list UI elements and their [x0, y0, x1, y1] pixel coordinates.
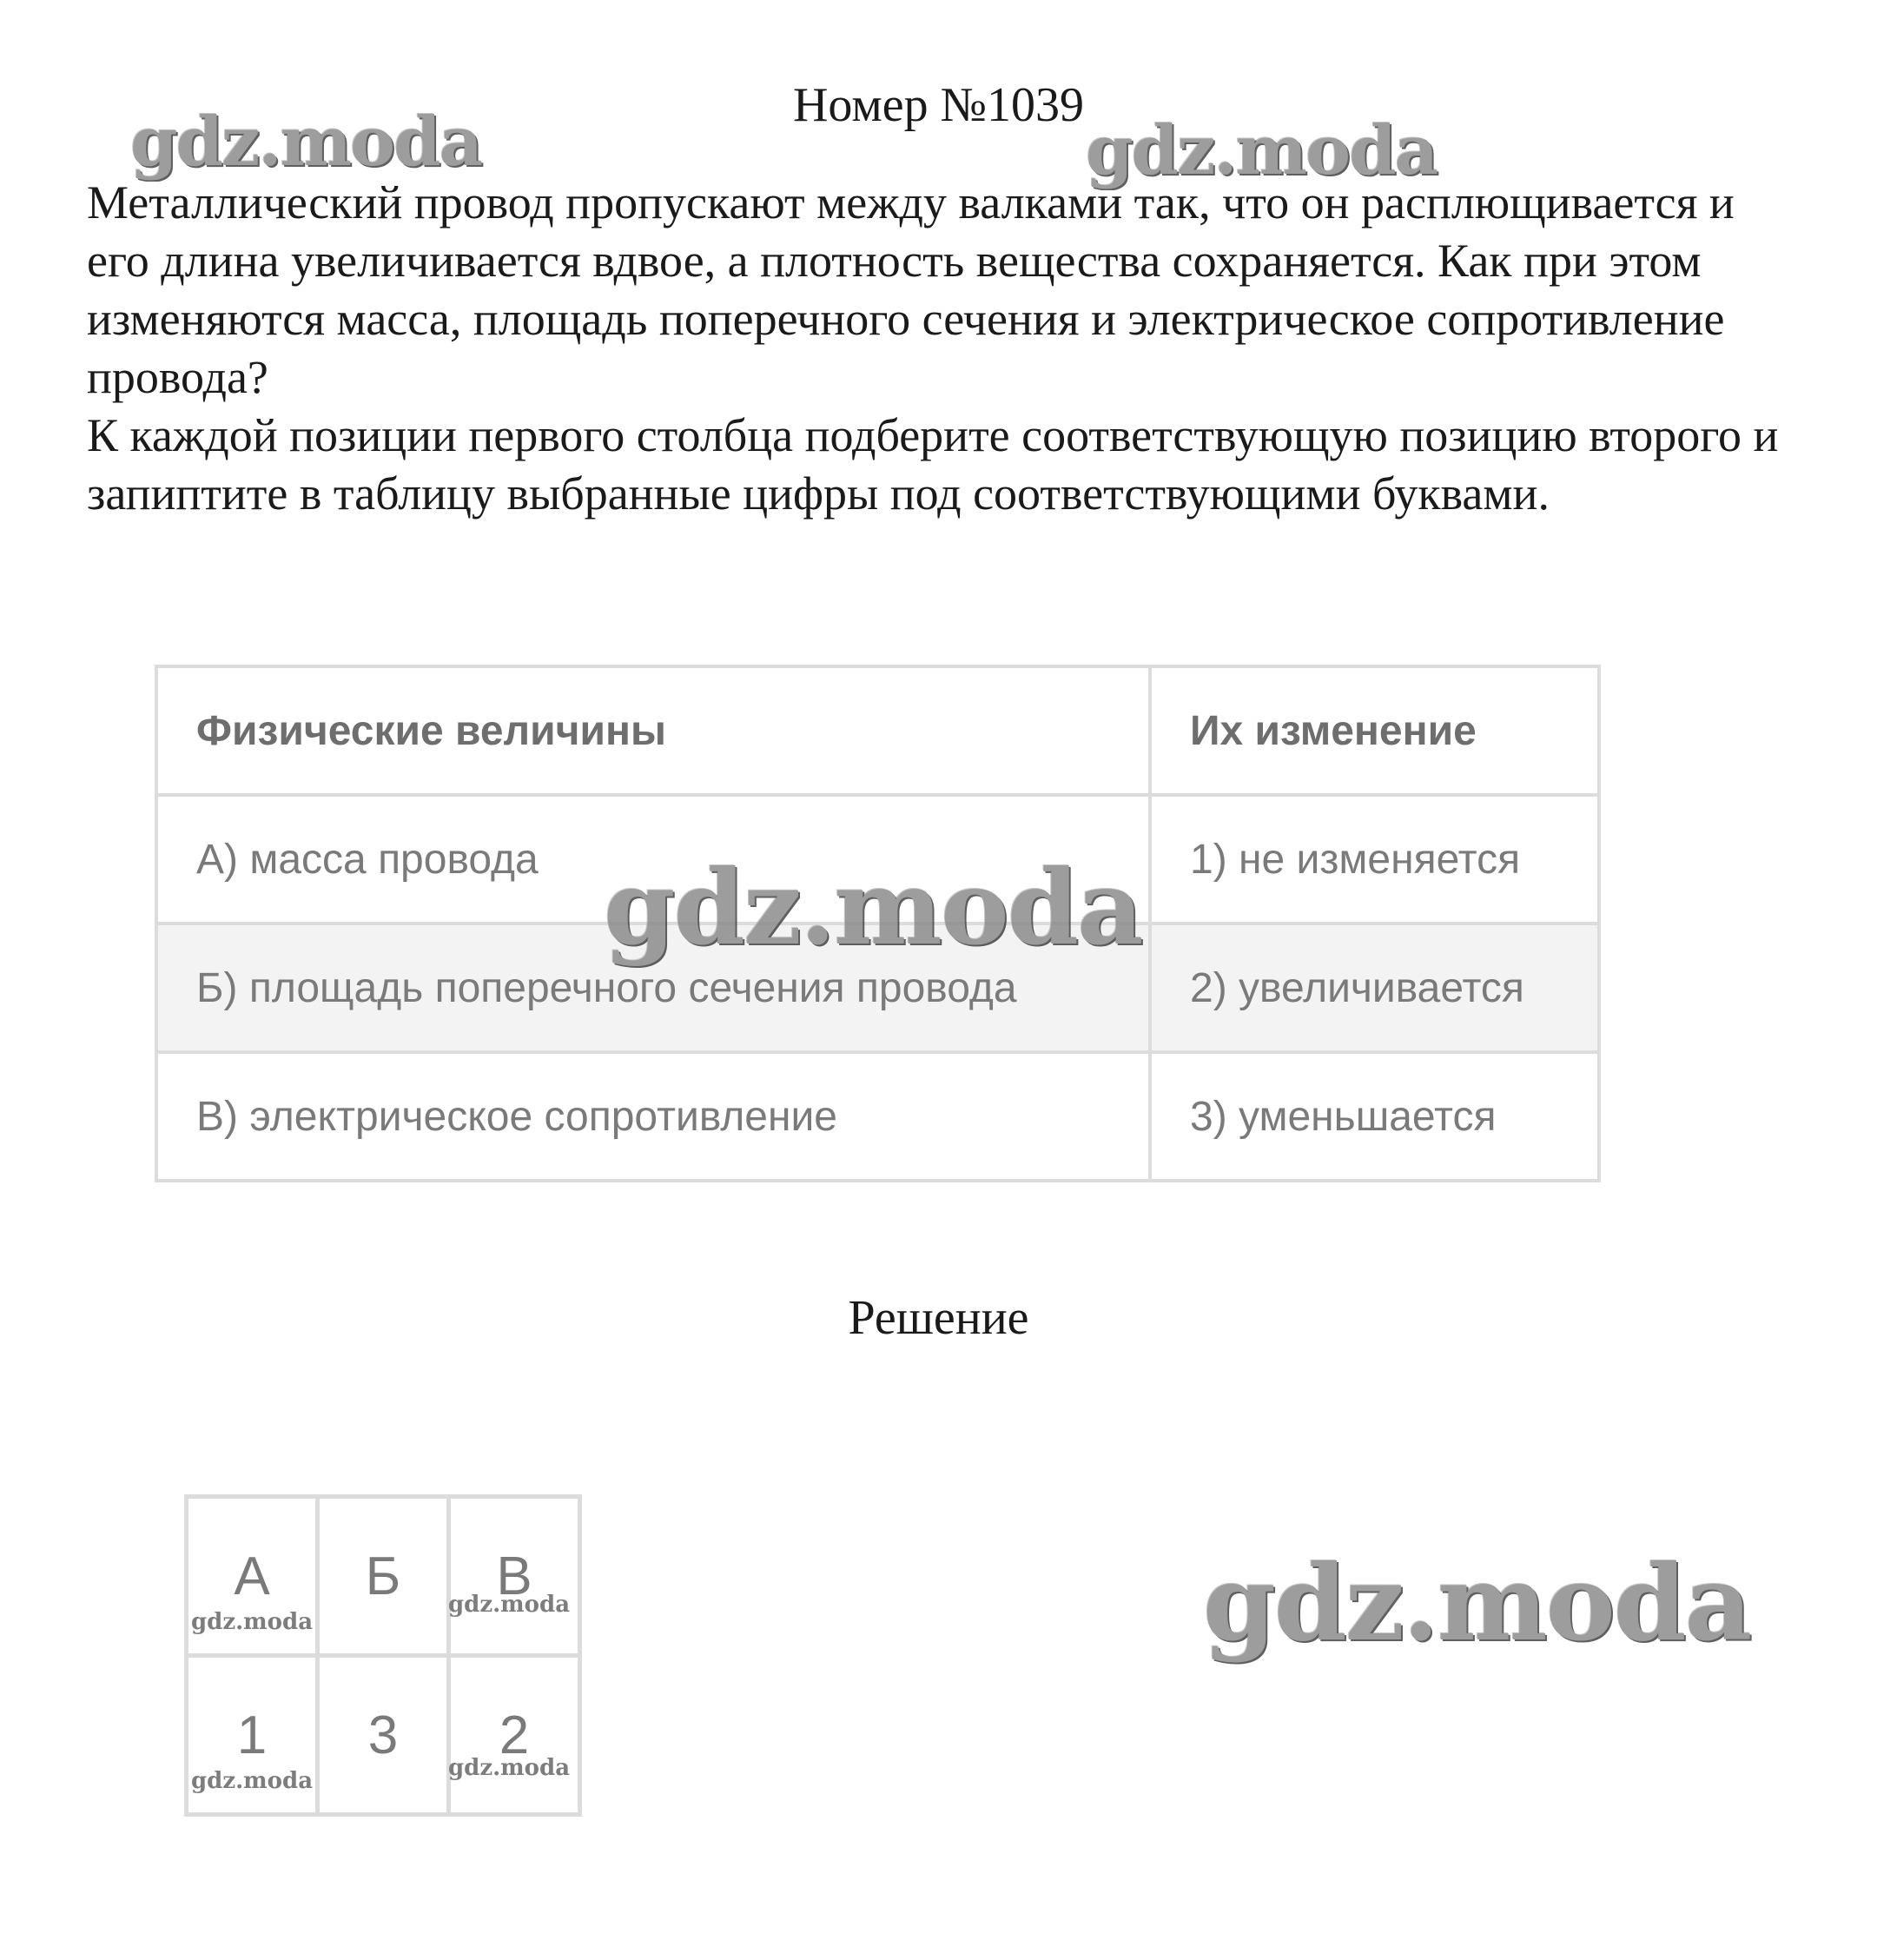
watermark-logo: gdz.moda — [191, 1609, 314, 1635]
quantity-cell: В) электрическое сопротивление — [156, 1052, 1150, 1181]
change-cell: 2) увеличивается — [1150, 924, 1599, 1052]
answer-letter: Б — [318, 1497, 449, 1656]
instruction-paragraph: К каждой позиции первого столбца подберите соответствующую позицию второго и запиптите в таблицу выбранные цифры под соответствующими буквами. — [87, 409, 1779, 520]
watermark-logo: gdz.moda — [604, 847, 1142, 968]
watermark-logo: gdz.moda — [191, 1768, 314, 1794]
answer-digit: 1 — [187, 1656, 318, 1815]
table-row — [156, 1052, 1599, 1181]
problem-paragraph: Металлический провод пропускают между валками так, что он расплющивается и его длина увеличивается вдвое, а плотность вещества сохраняется. Как при этом изменяются масса, площадь поперечного сечения и электрическое сопротивление провода? — [87, 176, 1735, 403]
quantity-cell: Б) площадь поперечного сечения провода — [156, 924, 1150, 1052]
answer-letter: В — [449, 1497, 580, 1656]
table-header-row — [156, 666, 1599, 795]
page-title: Номер №1039 — [792, 78, 1085, 132]
answer-digit: 2 — [449, 1656, 580, 1815]
header-changes: Их изменение — [1150, 666, 1599, 795]
watermark-logo: gdz.moda — [1086, 111, 1437, 190]
solution-heading: Решение — [848, 1291, 1029, 1345]
change-cell: 1) не изменяется — [1150, 795, 1599, 924]
problem-statement — [87, 174, 1789, 523]
answer-digit: 3 — [318, 1656, 449, 1815]
watermark-logo: gdz.moda — [448, 1755, 571, 1781]
watermark-logo: gdz.moda — [1203, 1542, 1751, 1665]
watermark-logo: gdz.moda — [130, 103, 482, 182]
header-quantities: Физические величины — [156, 666, 1150, 795]
change-cell: 3) уменьшается — [1150, 1052, 1599, 1181]
quantity-cell: А) масса провода — [156, 795, 1150, 924]
answer-letter: А — [187, 1497, 318, 1656]
watermark-logo: gdz.moda — [448, 1592, 571, 1618]
